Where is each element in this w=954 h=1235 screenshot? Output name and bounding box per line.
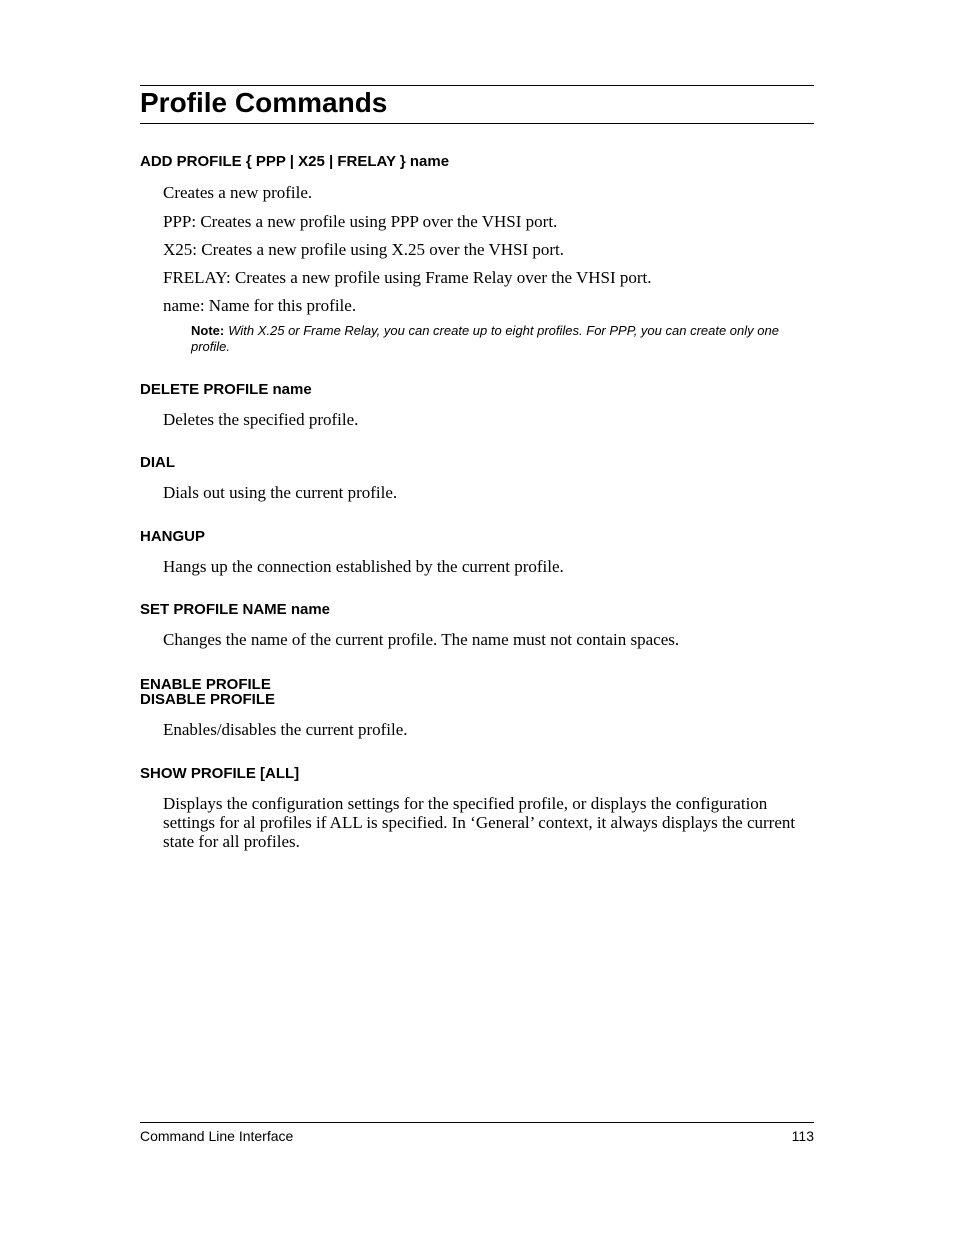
- paragraph: Enables/disables the current profile.: [163, 720, 408, 739]
- footer-title: Command Line Interface: [140, 1128, 294, 1144]
- section-show-profile: [140, 766, 814, 851]
- command-heading: HANGUP: [140, 528, 206, 545]
- section-hangup: [140, 529, 814, 576]
- section-set-profile-name: [140, 602, 814, 649]
- note-text: With X.25 or Frame Relay, you can create up to eight profiles. For PPP, you can create only one profile.: [191, 323, 779, 354]
- page-number: 113: [791, 1128, 814, 1144]
- paragraph: X25: Creates a new profile using X.25 over the VHSI port.: [163, 240, 564, 259]
- section-dial: [140, 455, 814, 502]
- command-heading-secondary: DISABLE PROFILE: [140, 691, 276, 708]
- note-label: Note:: [191, 323, 225, 338]
- paragraph: Deletes the specified profile.: [163, 410, 359, 429]
- footer-rule: [140, 1122, 814, 1123]
- paragraph: Hangs up the connection established by the current profile.: [163, 557, 564, 576]
- section-delete-profile: [140, 382, 814, 429]
- note: [191, 323, 814, 355]
- command-heading: ENABLE PROFILE: [140, 676, 271, 693]
- title-rule: [140, 123, 814, 124]
- section-enable-disable-profile: [140, 677, 814, 739]
- paragraph: Displays the configuration settings for the specified profile, or displays the configuration settings for al profiles if ALL is specified. In ‘General’ context, it always displays the current state for all profiles.: [163, 794, 796, 851]
- paragraph: PPP: Creates a new profile using PPP over the VHSI port.: [163, 212, 558, 231]
- paragraph: FRELAY: Creates a new profile using Frame Relay over the VHSI port.: [163, 268, 652, 287]
- command-heading: DELETE PROFILE name: [140, 381, 312, 398]
- content: [140, 154, 814, 851]
- paragraph: Creates a new profile.: [163, 183, 313, 202]
- command-heading: ADD PROFILE { PPP | X25 | FRELAY } name: [140, 153, 450, 170]
- section-add-profile: [140, 154, 814, 355]
- command-heading: SHOW PROFILE [ALL]: [140, 765, 300, 782]
- command-heading: SET PROFILE NAME name: [140, 601, 331, 618]
- command-heading: DIAL: [140, 454, 175, 471]
- paragraph: name: Name for this profile.: [163, 296, 357, 315]
- paragraph: Dials out using the current profile.: [163, 483, 398, 502]
- page-title: Profile Commands: [140, 87, 388, 118]
- paragraph: Changes the name of the current profile. The name must not contain spaces.: [163, 630, 680, 649]
- document-page: [140, 0, 814, 1235]
